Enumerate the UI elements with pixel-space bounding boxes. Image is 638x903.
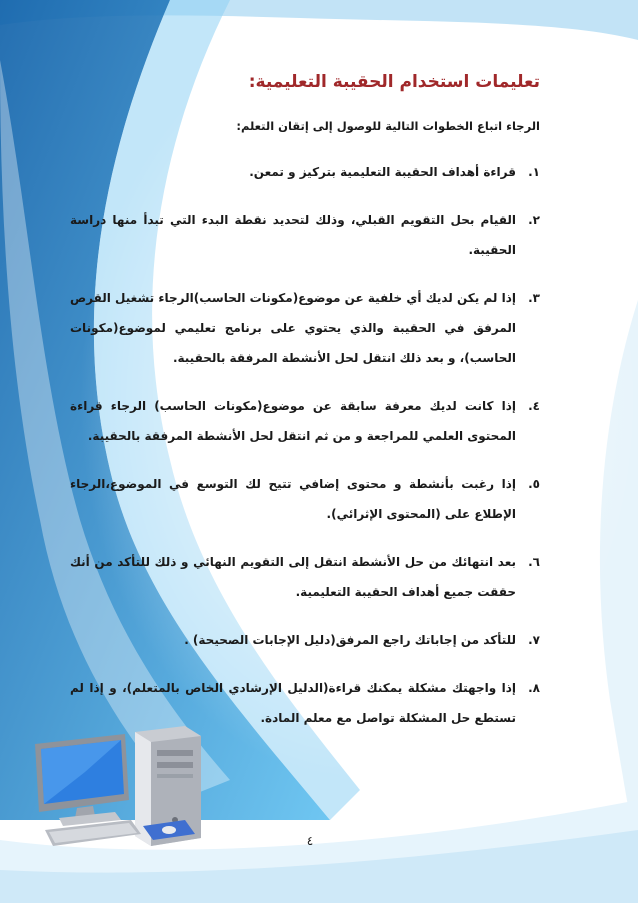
step-text: قراءة أهداف الحقيبة التعليمية بتركيز و تمعن.	[249, 165, 516, 179]
list-item	[70, 157, 540, 187]
step-number: ٣.	[528, 291, 540, 305]
step-text: القيام بحل التقويم القبلي، وذلك لتحديد نقطة البدء التي تبدأ منها دراسة الحقيبة.	[70, 213, 516, 257]
step-number: ٢.	[528, 213, 540, 227]
step-text: إذا رغبت بأنشطة و محتوى إضافي تتيح لك التوسع في الموضوع،الرجاء الإطلاع على (المحتوى الإثرائي).	[70, 477, 516, 521]
page-title: تعليمات استخدام الحقيبة التعليمية:	[248, 72, 540, 92]
intro-text: الرجاء اتباع الخطوات التالية للوصول إلى إتقان التعلم:	[236, 119, 540, 133]
desktop-computer-icon	[25, 720, 215, 860]
list-item	[70, 469, 540, 529]
steps-list	[70, 157, 540, 733]
step-number: ٨.	[528, 681, 540, 695]
keyboard-icon	[45, 820, 141, 846]
step-number: ٧.	[528, 633, 540, 647]
step-number: ٥.	[528, 477, 540, 491]
instructions-content	[70, 72, 540, 751]
step-number: ٤.	[528, 399, 540, 413]
list-item	[70, 283, 540, 373]
list-item	[70, 205, 540, 265]
step-text: للتأكد من إجاباتك راجع المرفق(دليل الإجابات الصحيحة) .	[184, 633, 516, 647]
page-number: ٤	[306, 834, 314, 848]
list-item	[70, 391, 540, 451]
step-text: إذا كانت لديك معرفة سابقة عن موضوع(مكونات الحاسب) الرجاء قراءة المحتوى العلمي للمراجعة و من ثم انتقل لحل الأنشطة المرفقة بالحقيبة.	[70, 399, 516, 443]
step-text: بعد انتهائك من حل الأنشطة انتقل إلى التقويم النهائي و ذلك للتأكد من أنك حققت جميع أهداف الحقيبة التعليمية.	[70, 555, 516, 599]
list-item	[70, 625, 540, 655]
step-number: ٦.	[528, 555, 540, 569]
step-text: إذا واجهتك مشكلة يمكنك قراءة(الدليل الإرشادي الخاص بالمتعلم)، و إذا لم تستطع حل المشكلة تواصل مع معلم المادة.	[70, 681, 516, 725]
list-item	[70, 547, 540, 607]
step-number: ١.	[528, 165, 540, 179]
step-text: إذا لم يكن لديك أي خلفية عن موضوع(مكونات الحاسب)الرجاء تشغيل القرص المرفق في الحقيبة والذي يحتوي على برنامج تعليمي لموضوع(مكونات الحاسب)، و بعد ذلك انتقل لحل الأنشطة المرفقة بالحقيبة.	[70, 291, 516, 365]
monitor-icon	[35, 734, 129, 826]
